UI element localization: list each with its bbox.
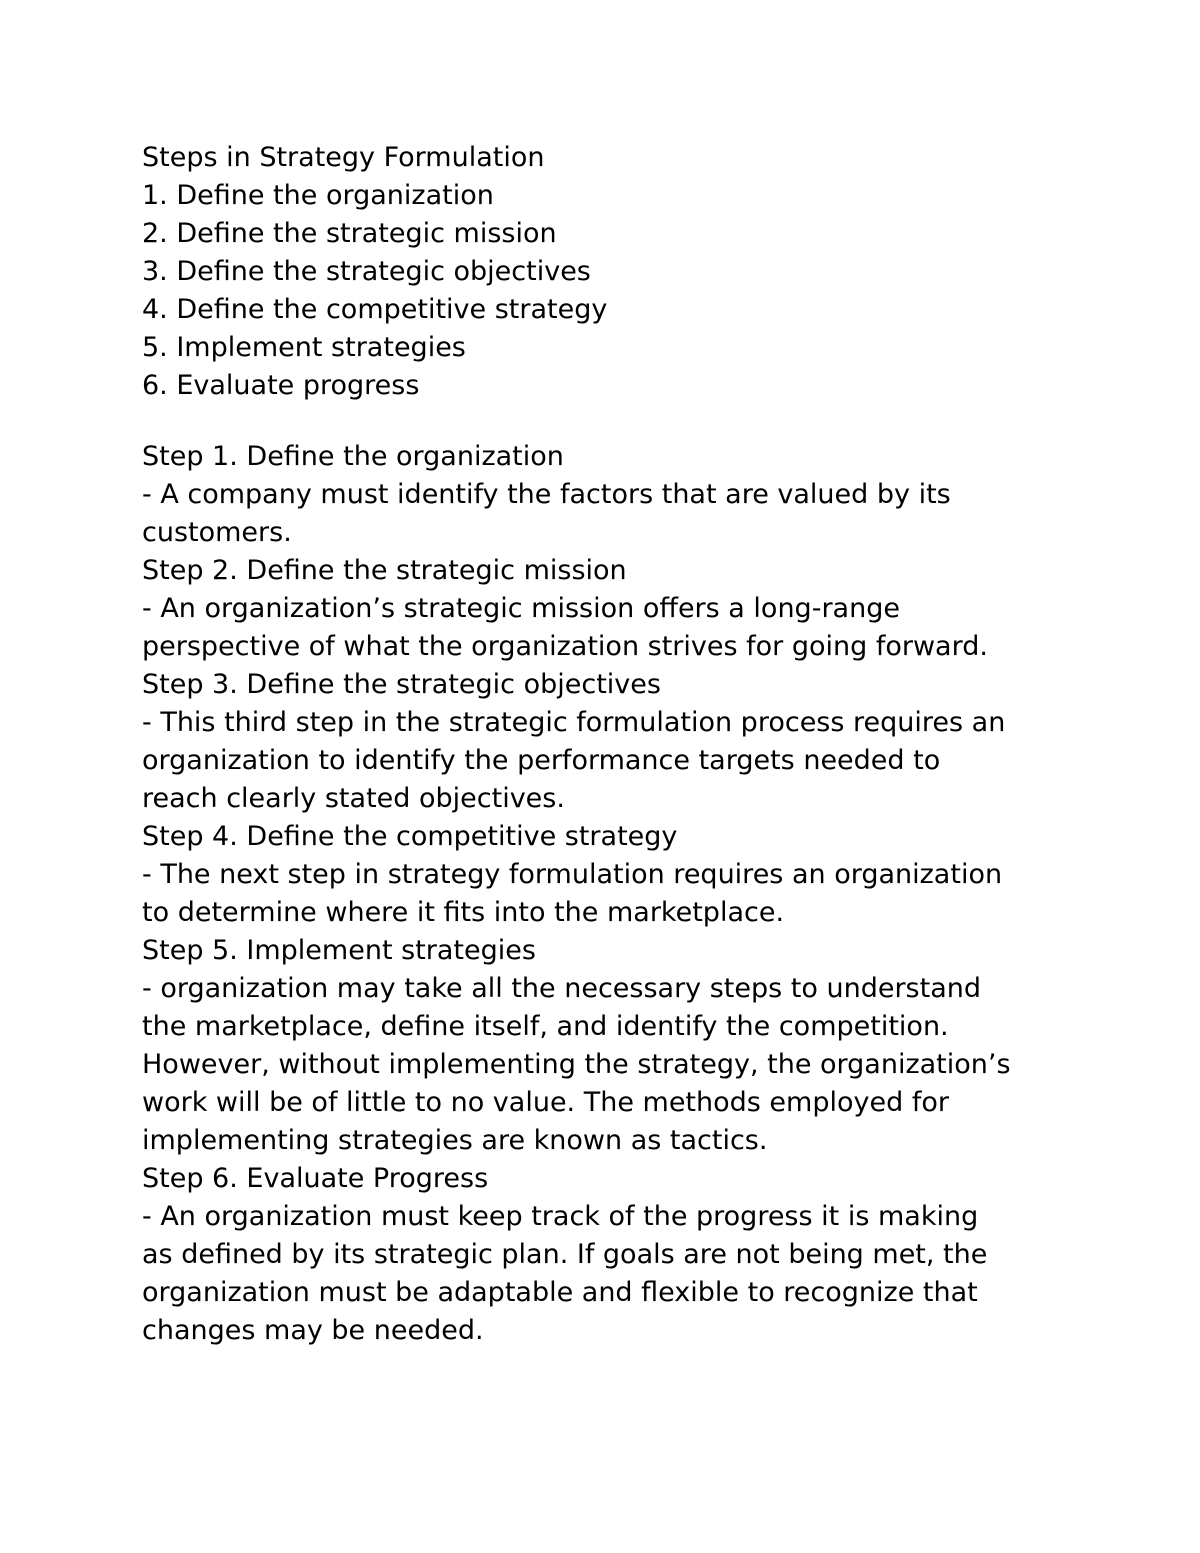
section-body-line: organization must be adaptable and flexible to recognize that xyxy=(142,1277,978,1308)
paragraph-gap xyxy=(142,405,1072,438)
section-heading: Step 6. Evaluate Progress xyxy=(142,1163,489,1194)
section-step-5 xyxy=(142,932,1072,1160)
section-body-line: to determine where it fits into the marketplace. xyxy=(142,897,785,928)
document-content xyxy=(142,139,1072,1350)
section-body-line: - This third step in the strategic formulation process requires an xyxy=(142,707,1006,738)
list-item: 2. Define the strategic mission xyxy=(142,218,557,249)
section-body-line: - organization may take all the necessary steps to understand xyxy=(142,973,982,1004)
section-heading: Step 5. Implement strategies xyxy=(142,935,536,966)
section-heading: Step 1. Define the organization xyxy=(142,441,564,472)
section-body-line: However, without implementing the strategy, the organization’s xyxy=(142,1049,1011,1080)
section-heading: Step 3. Define the strategic objectives xyxy=(142,669,661,700)
section-body-line: - An organization must keep track of the progress it is making xyxy=(142,1201,979,1232)
section-step-6 xyxy=(142,1160,1072,1350)
section-heading: Step 2. Define the strategic mission xyxy=(142,555,627,586)
steps-list xyxy=(142,177,1072,405)
section-body-line: work will be of little to no value. The methods employed for xyxy=(142,1087,949,1118)
section-body-line: - A company must identify the factors that are valued by its xyxy=(142,479,951,510)
section-step-3 xyxy=(142,666,1072,818)
list-item: 3. Define the strategic objectives xyxy=(142,256,591,287)
list-item: 6. Evaluate progress xyxy=(142,370,420,401)
section-body-line: organization to identify the performance targets needed to xyxy=(142,745,941,776)
section-body-line: changes may be needed. xyxy=(142,1315,484,1346)
section-body-line: implementing strategies are known as tactics. xyxy=(142,1125,768,1156)
section-body-line: perspective of what the organization strives for going forward. xyxy=(142,631,988,662)
section-step-2 xyxy=(142,552,1072,666)
document-title: Steps in Strategy Formulation xyxy=(142,142,545,173)
section-body-line: customers. xyxy=(142,517,292,548)
list-item: 5. Implement strategies xyxy=(142,332,466,363)
list-item: 4. Define the competitive strategy xyxy=(142,294,608,325)
section-step-1 xyxy=(142,438,1072,552)
section-body-line: as defined by its strategic plan. If goals are not being met, the xyxy=(142,1239,988,1270)
section-body-line: - An organization’s strategic mission offers a long-range xyxy=(142,593,900,624)
list-item: 1. Define the organization xyxy=(142,180,494,211)
section-body-line: the marketplace, define itself, and identify the competition. xyxy=(142,1011,949,1042)
section-heading: Step 4. Define the competitive strategy xyxy=(142,821,678,852)
section-body-line: reach clearly stated objectives. xyxy=(142,783,565,814)
section-step-4 xyxy=(142,818,1072,932)
section-body-line: - The next step in strategy formulation requires an organization xyxy=(142,859,1003,890)
